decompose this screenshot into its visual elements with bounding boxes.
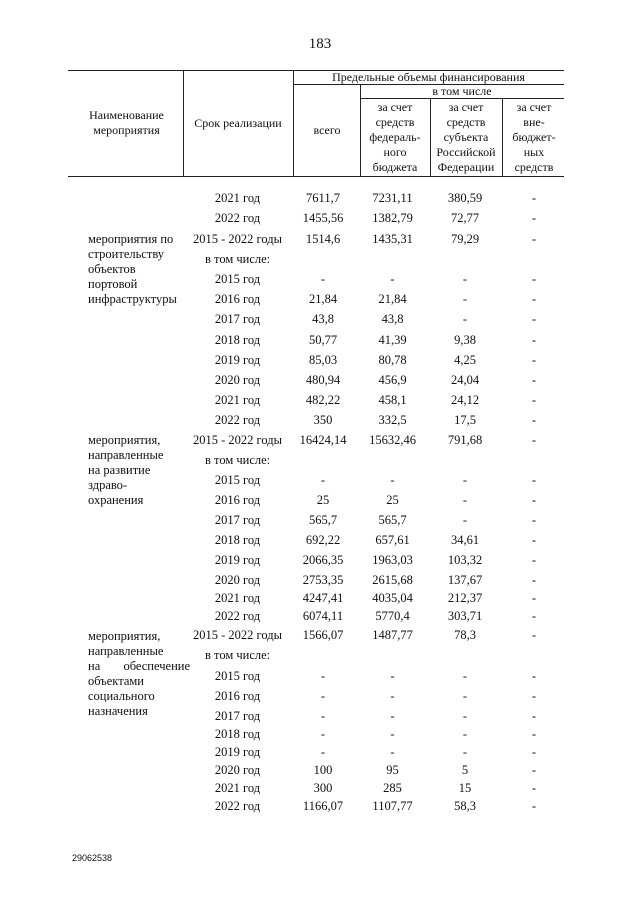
header-subject-col: за счет средств субъекта Российской Федерации	[436, 100, 496, 174]
table-row	[0, 570, 640, 590]
federal-cell: 4035,04	[372, 591, 413, 605]
period-cell: 2020 год	[214, 373, 261, 387]
period-cell: 2016 год	[214, 292, 261, 306]
subject-cell: -	[462, 513, 468, 527]
page-number: 183	[308, 36, 332, 52]
federal-cell: 332,5	[378, 413, 407, 427]
federal-cell: 25	[386, 493, 399, 507]
federal-cell: 285	[383, 781, 402, 795]
extra-cell: -	[531, 513, 537, 527]
total-cell: -	[320, 745, 326, 759]
subject-cell: 15	[458, 781, 472, 795]
total-cell: 1514,6	[305, 232, 341, 246]
subject-cell: -	[462, 689, 468, 703]
subject-cell: 137,67	[447, 573, 483, 587]
including-label: в том числе:	[205, 453, 271, 467]
extra-cell: -	[531, 413, 537, 427]
extra-cell: -	[531, 573, 537, 587]
period-cell: 2020 год	[214, 763, 261, 777]
federal-cell: 43,8	[381, 312, 404, 326]
total-cell: 2753,35	[302, 573, 344, 587]
extra-cell: -	[531, 433, 537, 447]
table-row	[0, 249, 640, 269]
table-row	[0, 796, 640, 816]
table-row	[0, 470, 640, 490]
extra-cell: -	[531, 745, 537, 759]
extra-cell: -	[531, 473, 537, 487]
subject-cell: 791,68	[447, 433, 483, 447]
period-cell: 2015 год	[214, 473, 261, 487]
subject-cell: 58,3	[454, 799, 476, 813]
subject-cell: 9,38	[454, 333, 476, 347]
federal-cell: -	[390, 272, 395, 286]
period-cell: 2021 год	[214, 591, 261, 605]
subject-cell: 303,71	[447, 609, 483, 623]
table-row	[0, 208, 640, 228]
extra-cell: -	[531, 727, 537, 741]
table-row	[0, 330, 640, 350]
total-cell: -	[320, 669, 326, 683]
extra-cell: -	[531, 333, 537, 347]
federal-cell: 458,1	[378, 393, 407, 407]
total-cell: 1166,07	[302, 799, 344, 813]
extra-cell: -	[531, 312, 537, 326]
extra-cell: -	[531, 689, 537, 703]
period-cell: 2018 год	[214, 333, 261, 347]
extra-cell: -	[531, 669, 537, 683]
table-row	[0, 742, 640, 762]
period-cell: 2019 год	[214, 553, 261, 567]
total-cell: 2066,35	[302, 553, 344, 567]
header-including: в том числе	[432, 84, 492, 98]
table-row	[0, 450, 640, 470]
total-cell: 1566,07	[302, 628, 344, 642]
federal-cell: 456,9	[378, 373, 407, 387]
subject-cell: 78,3	[454, 628, 476, 642]
subject-cell: 79,29	[450, 232, 480, 246]
period-cell: 2022 год	[214, 413, 261, 427]
total-cell: -	[320, 473, 326, 487]
extra-cell: -	[531, 609, 537, 623]
table-row	[0, 188, 640, 208]
period-cell: 2017 год	[214, 513, 261, 527]
federal-cell: 1963,03	[372, 553, 413, 567]
total-cell: 6074,11	[302, 609, 344, 623]
table-row	[0, 760, 640, 780]
table-row	[0, 430, 640, 450]
period-cell: 2017 год	[214, 709, 261, 723]
subject-cell: 5	[461, 763, 469, 777]
period-cell: 2015 - 2022 годы	[192, 433, 282, 447]
table-row	[0, 269, 640, 289]
period-cell: 2022 год	[214, 609, 261, 623]
document-id: 29062538	[72, 853, 113, 863]
subject-cell: 72,77	[450, 211, 480, 225]
total-cell: 482,22	[305, 393, 341, 407]
period-cell: 2017 год	[214, 312, 261, 326]
period-cell: 2015 год	[214, 669, 261, 683]
extra-cell: -	[531, 709, 537, 723]
period-cell: 2018 год	[214, 533, 261, 547]
extra-cell: -	[531, 211, 537, 225]
federal-cell: -	[390, 727, 395, 741]
period-cell: 2016 год	[214, 493, 261, 507]
period-cell: 2016 год	[214, 689, 261, 703]
table-row	[0, 289, 640, 309]
total-cell: 21,84	[308, 292, 338, 306]
subject-cell: -	[462, 745, 468, 759]
total-cell: 85,03	[308, 353, 338, 367]
period-cell: 2022 год	[214, 799, 261, 813]
period-cell: 2015 - 2022 годы	[192, 232, 282, 246]
extra-cell: -	[531, 553, 537, 567]
table-row	[0, 490, 640, 510]
total-cell: 480,94	[305, 373, 341, 387]
table-row	[0, 350, 640, 370]
extra-cell: -	[531, 628, 537, 642]
federal-cell: -	[390, 709, 395, 723]
federal-cell: 7231,11	[372, 191, 413, 205]
period-cell: 2021 год	[214, 781, 261, 795]
period-cell: 2019 год	[214, 353, 261, 367]
table-row	[0, 588, 640, 608]
table-row	[0, 778, 640, 798]
total-cell: 16424,14	[299, 433, 347, 447]
total-cell: 7611,7	[306, 191, 340, 205]
total-cell: 1455,56	[302, 211, 344, 225]
subject-cell: -	[462, 272, 468, 286]
table-row	[0, 724, 640, 744]
extra-cell: -	[531, 493, 537, 507]
federal-cell: 1382,79	[372, 211, 413, 225]
extra-cell: -	[531, 272, 537, 286]
table-row	[0, 706, 640, 726]
extra-cell: -	[531, 373, 537, 387]
subject-cell: 212,37	[447, 591, 483, 605]
subject-cell: -	[462, 493, 468, 507]
including-label: в том числе:	[205, 252, 271, 266]
federal-cell: 1487,77	[372, 628, 413, 642]
federal-cell: 41,39	[378, 333, 407, 347]
federal-cell: 1107,77	[372, 799, 413, 813]
federal-cell: 80,78	[378, 353, 407, 367]
total-cell: 25	[316, 493, 330, 507]
table-row	[0, 666, 640, 686]
total-cell: -	[320, 727, 326, 741]
table-row	[0, 410, 640, 430]
extra-cell: -	[531, 191, 537, 205]
extra-cell: -	[531, 353, 537, 367]
table-row	[0, 510, 640, 530]
header-period-col: Срок реализации	[194, 116, 282, 130]
period-cell: 2015 - 2022 годы	[192, 628, 282, 642]
table-row	[0, 686, 640, 706]
total-cell: -	[320, 272, 326, 286]
activity-name-healthcare: мероприятия, направленные на развитие здраво- охранения	[88, 433, 164, 507]
federal-cell: -	[390, 745, 395, 759]
total-cell: -	[320, 689, 326, 703]
header-vline-name	[183, 70, 184, 176]
header-name-col: Наименование мероприятия	[89, 108, 164, 137]
subject-cell: -	[462, 709, 468, 723]
table-row	[0, 530, 640, 550]
subject-cell: -	[462, 292, 468, 306]
table-row	[0, 309, 640, 329]
subject-cell: 24,04	[450, 373, 480, 387]
subject-cell: 4,25	[454, 353, 476, 367]
federal-cell: -	[390, 669, 395, 683]
period-cell: 2019 год	[214, 745, 261, 759]
table-row	[0, 550, 640, 570]
extra-cell: -	[531, 781, 537, 795]
federal-cell: 21,84	[378, 292, 407, 306]
federal-cell: 5770,4	[375, 609, 410, 623]
subject-cell: 34,61	[450, 533, 480, 547]
extra-cell: -	[531, 799, 537, 813]
period-cell: 2015 год	[214, 272, 261, 286]
header-total-col: всего	[313, 123, 341, 137]
table-row	[0, 606, 640, 626]
subject-cell: 17,5	[454, 413, 476, 427]
total-cell: 350	[313, 413, 333, 427]
header-extra-col: за счет вне- бюджет- ных средств	[512, 100, 556, 174]
period-cell: 2020 год	[214, 573, 261, 587]
total-cell: 565,7	[308, 513, 338, 527]
federal-cell: -	[390, 473, 395, 487]
subject-cell: -	[462, 312, 468, 326]
table-row	[0, 370, 640, 390]
subject-cell: -	[462, 727, 468, 741]
total-cell: 43,8	[312, 312, 334, 326]
subject-cell: 24,12	[450, 393, 480, 407]
extra-cell: -	[531, 393, 537, 407]
activity-name-social-facilities: мероприятия, направленные на обеспечение объектами социального назначения	[88, 629, 190, 718]
extra-cell: -	[531, 533, 537, 547]
federal-cell: 1435,31	[372, 232, 413, 246]
table-row	[0, 390, 640, 410]
period-cell: 2018 год	[214, 727, 261, 741]
federal-cell: -	[390, 689, 395, 703]
total-cell: 100	[313, 763, 333, 777]
federal-cell: 2615,68	[372, 573, 413, 587]
header-vline-period	[293, 70, 294, 176]
including-label: в том числе:	[205, 648, 271, 662]
table-row	[0, 229, 640, 249]
total-cell: 4247,41	[302, 591, 344, 605]
total-cell: 692,22	[305, 533, 341, 547]
activity-name-port-infrastructure: мероприятия по строительству объектов портовой инфраструктуры	[88, 232, 177, 306]
period-cell: 2021 год	[214, 393, 261, 407]
table-row	[0, 625, 640, 645]
header-funding-title: Предельные объемы финансирования	[332, 70, 525, 84]
federal-cell: 15632,46	[369, 433, 416, 447]
federal-cell: 657,61	[375, 533, 410, 547]
total-cell: -	[320, 709, 326, 723]
subject-cell: 103,32	[447, 553, 483, 567]
subject-cell: 380,59	[447, 191, 483, 205]
extra-cell: -	[531, 763, 537, 777]
total-cell: 50,77	[308, 333, 338, 347]
header-bottom-border	[68, 176, 564, 177]
header-federal-col: за счет средств федераль- ного бюджета	[369, 100, 421, 174]
period-cell: 2021 год	[214, 191, 261, 205]
extra-cell: -	[531, 232, 537, 246]
subject-cell: -	[462, 669, 468, 683]
table-row	[0, 645, 640, 665]
subject-cell: -	[462, 473, 468, 487]
federal-cell: 95	[386, 763, 399, 777]
extra-cell: -	[531, 292, 537, 306]
extra-cell: -	[531, 591, 537, 605]
period-cell: 2022 год	[214, 211, 261, 225]
total-cell: 300	[313, 781, 333, 795]
federal-cell: 565,7	[378, 513, 407, 527]
